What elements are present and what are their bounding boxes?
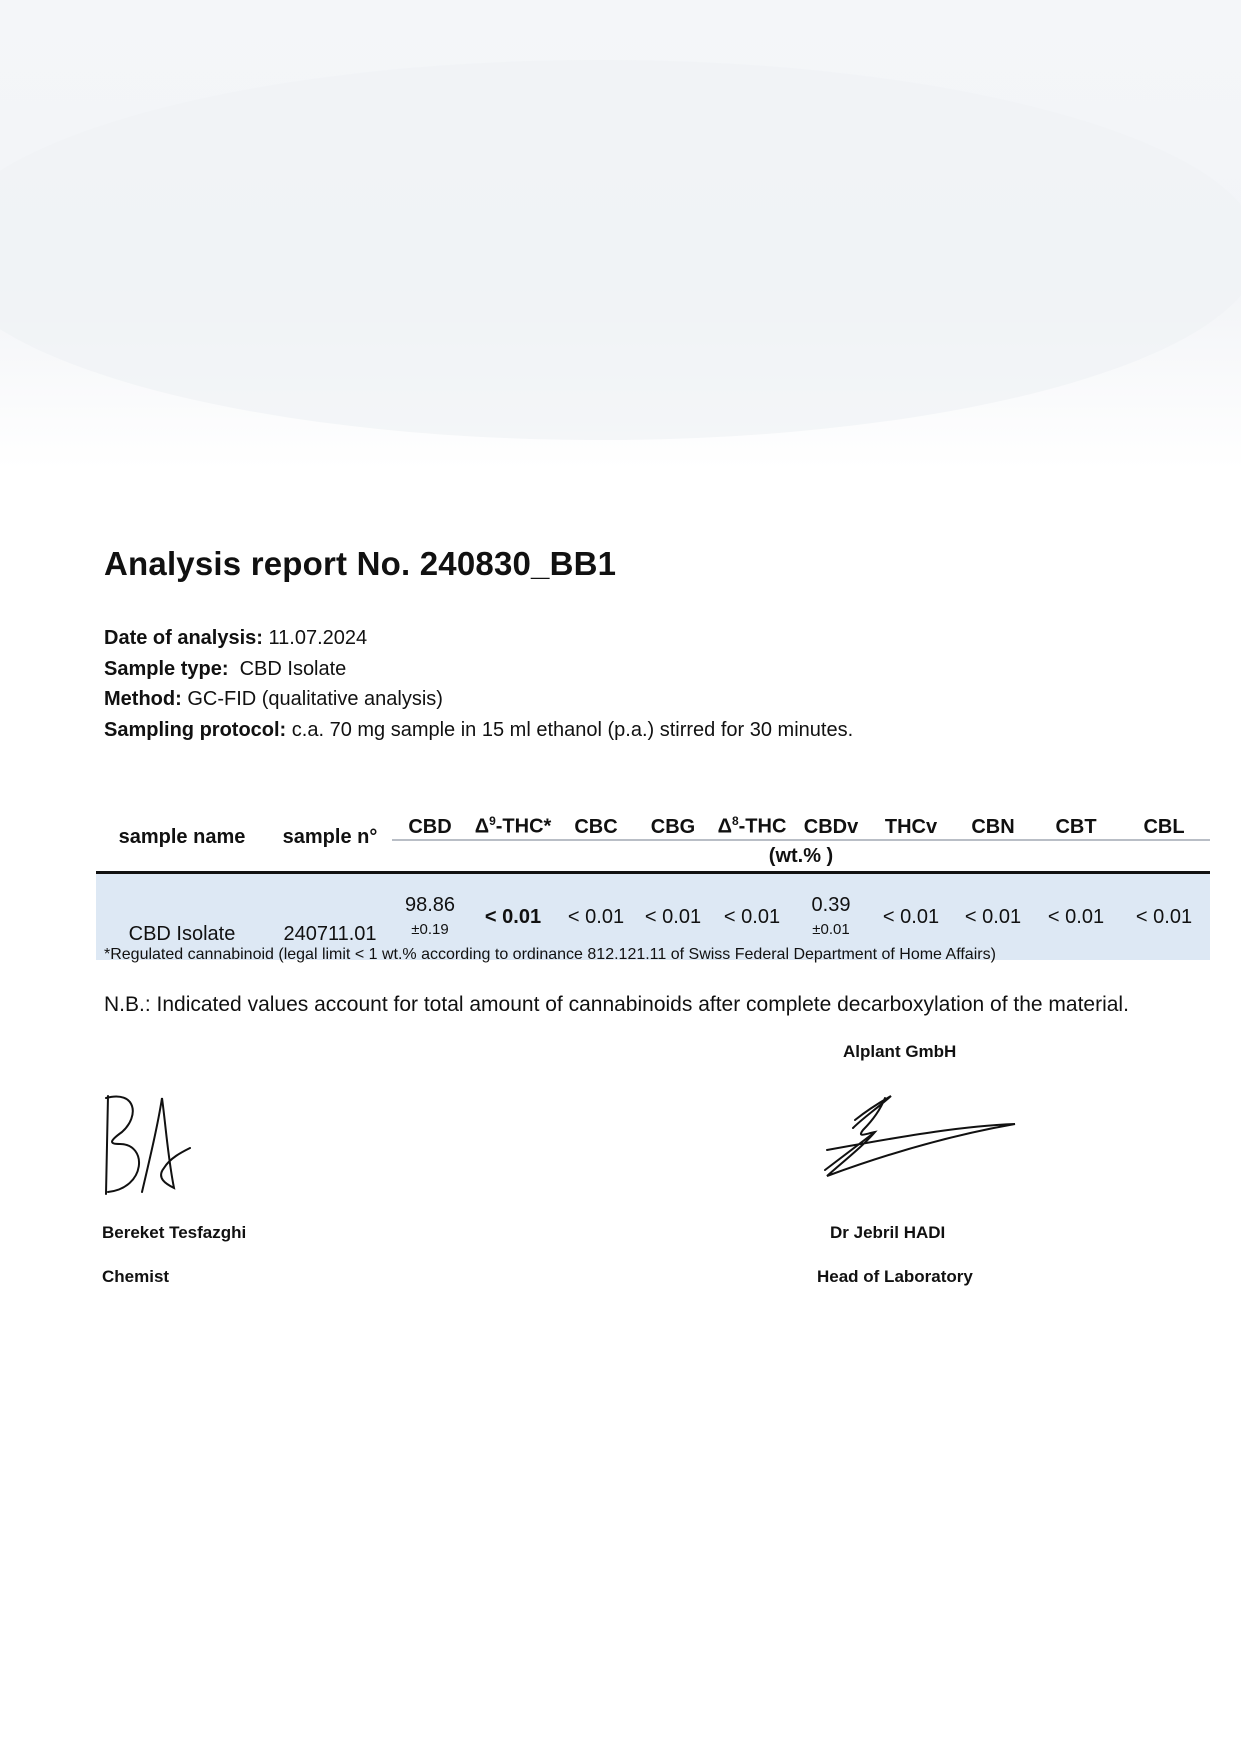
left-signer-name: Bereket Tesfazghi (102, 1223, 247, 1242)
report-title: Analysis report No. 240830_BB1 (104, 545, 617, 582)
cell-cbc: < 0.01 (558, 873, 634, 961)
right-signer-role: Head of Laboratory (817, 1267, 973, 1286)
cell-sample-no: 240711.01 (268, 873, 392, 961)
cell-sample-name: CBD Isolate (96, 873, 268, 961)
cell-cbdv: 0.39 ±0.01 (792, 873, 870, 961)
col-cbdv: CBDv (792, 803, 870, 840)
cell-cbg: < 0.01 (634, 873, 712, 961)
meta-date: Date of analysis: 11.07.2024 (104, 627, 368, 649)
cell-cbl: < 0.01 (1118, 873, 1210, 961)
col-cbl: CBL (1118, 803, 1210, 840)
col-d8-thc: $\Delta^8$-THC (712, 803, 792, 840)
footnote: *Regulated cannabinoid (legal limit < 1 wt.% according to ordinance 812.121.11 of Swiss Federal Department of Home Affairs) (104, 946, 996, 963)
results-table (96, 803, 1210, 960)
col-thcv: THCv (870, 803, 952, 840)
col-cbt: CBT (1034, 803, 1118, 840)
col-cbg: CBG (634, 803, 712, 840)
cell-d9-thc: < 0.01 (468, 873, 558, 961)
col-d9-thc: $\Delta^9-THC*$ (468, 803, 558, 840)
report-metadata (104, 623, 853, 745)
col-sample-name: sample name (96, 803, 268, 873)
header-background (0, 0, 1241, 470)
col-cbn: CBN (952, 803, 1034, 840)
right-signer-name: Dr Jebril HADI (830, 1223, 946, 1242)
meta-sample-type: Sample type: CBD Isolate (104, 657, 347, 680)
signature-left (96, 1088, 206, 1198)
cell-cbt: < 0.01 (1034, 873, 1118, 961)
col-cbd: CBD (392, 803, 468, 840)
signature-right (805, 1090, 1035, 1200)
cell-cbd: 98.86 ±0.19 (392, 873, 468, 961)
left-signer-role: Chemist (102, 1267, 170, 1286)
col-sample-no: sample n° (268, 803, 392, 873)
cell-thcv: < 0.01 (870, 873, 952, 961)
cell-d8-thc: < 0.01 (712, 873, 792, 961)
meta-method: Method: GC-FID (qualitative analysis) (104, 688, 443, 710)
company-name: Alplant GmbH (843, 1042, 957, 1061)
col-cbc: CBC (558, 803, 634, 840)
cell-cbn: < 0.01 (952, 873, 1034, 961)
unit-label: (wt.% ) (392, 840, 1210, 873)
meta-sampling-protocol: Sampling protocol: c.a. 70 mg sample in 15 ml ethanol (p.a.) stirred for 30 minutes. (104, 718, 854, 741)
nb-note: N.B.: Indicated values account for total amount of cannabinoids after complete decarboxylation of the material. (104, 993, 1129, 1016)
